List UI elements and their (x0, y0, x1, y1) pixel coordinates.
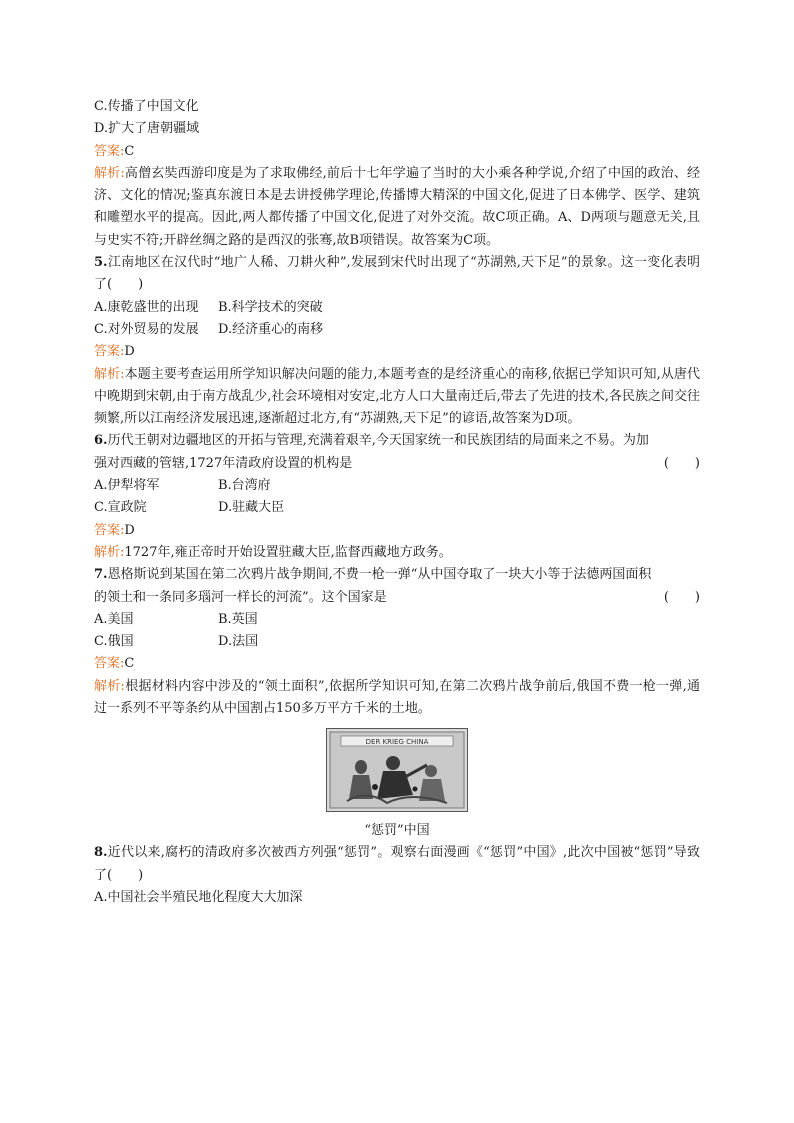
answer-value: C (124, 143, 135, 159)
analysis-tag: 解析: (94, 366, 125, 382)
answer-line (94, 141, 700, 163)
question-number: 5. (94, 255, 108, 271)
option-b: B.科学技术的突破 (218, 299, 323, 315)
analysis-tag: 解析: (94, 165, 125, 181)
question-text: 历代王朝对边疆地区的开拓与管理,充满着艰辛,今天国家统一和民族团结的局面来之不易。为加强对西藏的管辖,1727年清政府设置的机构是 (94, 433, 649, 471)
answer-value: D (124, 522, 135, 538)
answer-tag: 答案: (94, 143, 125, 159)
document-body (94, 96, 700, 909)
question-6-stem (94, 430, 700, 475)
option-c: C.对外贸易的发展 (94, 321, 199, 337)
option-c: C.传播了中国文化 (94, 99, 199, 114)
option-b: B.台湾府 (218, 478, 271, 494)
question-text: 江南地区在汉代时“地广人稀、刀耕火种”,发展到宋代时出现了“苏湖熟,天下足”的景象。这一变化表明了( ) (94, 255, 700, 293)
analysis-paragraph (94, 676, 700, 721)
answer-tag: 答案: (94, 344, 125, 360)
cartoon-sign-text: DER KRIEG CHINA (365, 738, 429, 747)
option-a: A.中国社会半殖民地化程度大大加深 (94, 889, 303, 905)
answer-value: D (124, 344, 135, 360)
answer-value: C (124, 656, 135, 672)
answer-line (94, 653, 700, 675)
question-number: 7. (94, 567, 108, 583)
options-row (94, 475, 700, 497)
options-row (94, 631, 700, 653)
answer-tag: 答案: (94, 656, 125, 672)
option-d: D.经济重心的南移 (218, 321, 324, 337)
question-number: 8. (94, 845, 108, 861)
cartoon-image (326, 728, 468, 812)
analysis-tag: 解析: (94, 544, 125, 560)
options-row (94, 497, 700, 519)
cartoon-figure (94, 728, 700, 842)
answer-blank: ( ) (663, 589, 700, 605)
option-c: C.俄国 (94, 634, 134, 650)
analysis-text: 高僧玄奘西游印度是为了求取佛经,前后十七年学遍了当时的大小乘各种学说,介绍了中国的政治、经济、文化的情况;鉴真东渡日本是去讲授佛学理论,传播博大精深的中国文化,促进了日本佛学、医学、建筑和雕塑水平的提高。因此,两人都传播了中国文化,促进了对外交流。故C项正确。A、D两项与题意无关,且与史实不符;开辟丝绸之路的是西汉的张骞,故B项错误。故答案为C项。 (94, 165, 701, 248)
options-row (94, 297, 700, 319)
question-5-stem (94, 252, 700, 297)
options-row (94, 609, 700, 631)
option-d: D.驻藏大臣 (218, 500, 285, 516)
answer-line (94, 341, 700, 363)
analysis-paragraph (94, 542, 700, 564)
answer-blank: ( ) (663, 455, 700, 471)
analysis-paragraph (94, 163, 700, 252)
option-a: A.康乾盛世的出现 (94, 299, 199, 315)
option-b: B.英国 (218, 611, 258, 627)
question-text: 恩格斯说到某国在第二次鸦片战争期间,不费一枪一弹“从中国夺取了一块大小等于法德两国面积的领土和一条同多瑙河一样长的河流”。这个国家是 (94, 567, 652, 605)
option-a: A.美国 (94, 611, 134, 627)
answer-tag: 答案: (94, 522, 125, 538)
option-c: C.宣政院 (94, 500, 147, 516)
option-d: D.扩大了唐朝疆域 (94, 121, 200, 137)
options-row (94, 319, 700, 341)
question-8-stem (94, 842, 700, 887)
analysis-text: 根据材料内容中涉及的“领土面积”,依据所学知识可知,在第二次鸦片战争前后,俄国不费一枪一弹,通过一系列不平等条约从中国割占150多万平方千米的土地。 (94, 678, 700, 717)
analysis-paragraph (94, 364, 700, 431)
question-7-stem (94, 564, 700, 609)
question-text: 近代以来,腐朽的清政府多次被西方列强“惩罚”。观察右面漫画《“惩罚”中国》,此次中国被“惩罚”导致了( ) (94, 845, 700, 883)
analysis-text: 1727年,雍正帝时开始设置驻藏大臣,监督西藏地方政务。 (124, 544, 452, 560)
figure-caption: “惩罚”中国 (364, 823, 430, 839)
analysis-tag: 解析: (94, 678, 125, 694)
option-d: D.法国 (218, 634, 259, 650)
analysis-text: 本题主要考查运用所学知识解决问题的能力,本题考查的是经济重心的南移,依据已学知识可知,从唐代中晚期到宋朝,由于南方战乱少,社会环境相对安定,北方人口大量南迁后,带去了先进的技术,各民族之间交往频繁,所以江南经济发展迅速,逐渐超过北方,有“苏湖熟,天下足”的谚语,故答案为D项。 (94, 366, 700, 427)
question-number: 6. (94, 433, 108, 449)
option-a: A.伊犁将军 (94, 478, 160, 494)
answer-line (94, 520, 700, 542)
